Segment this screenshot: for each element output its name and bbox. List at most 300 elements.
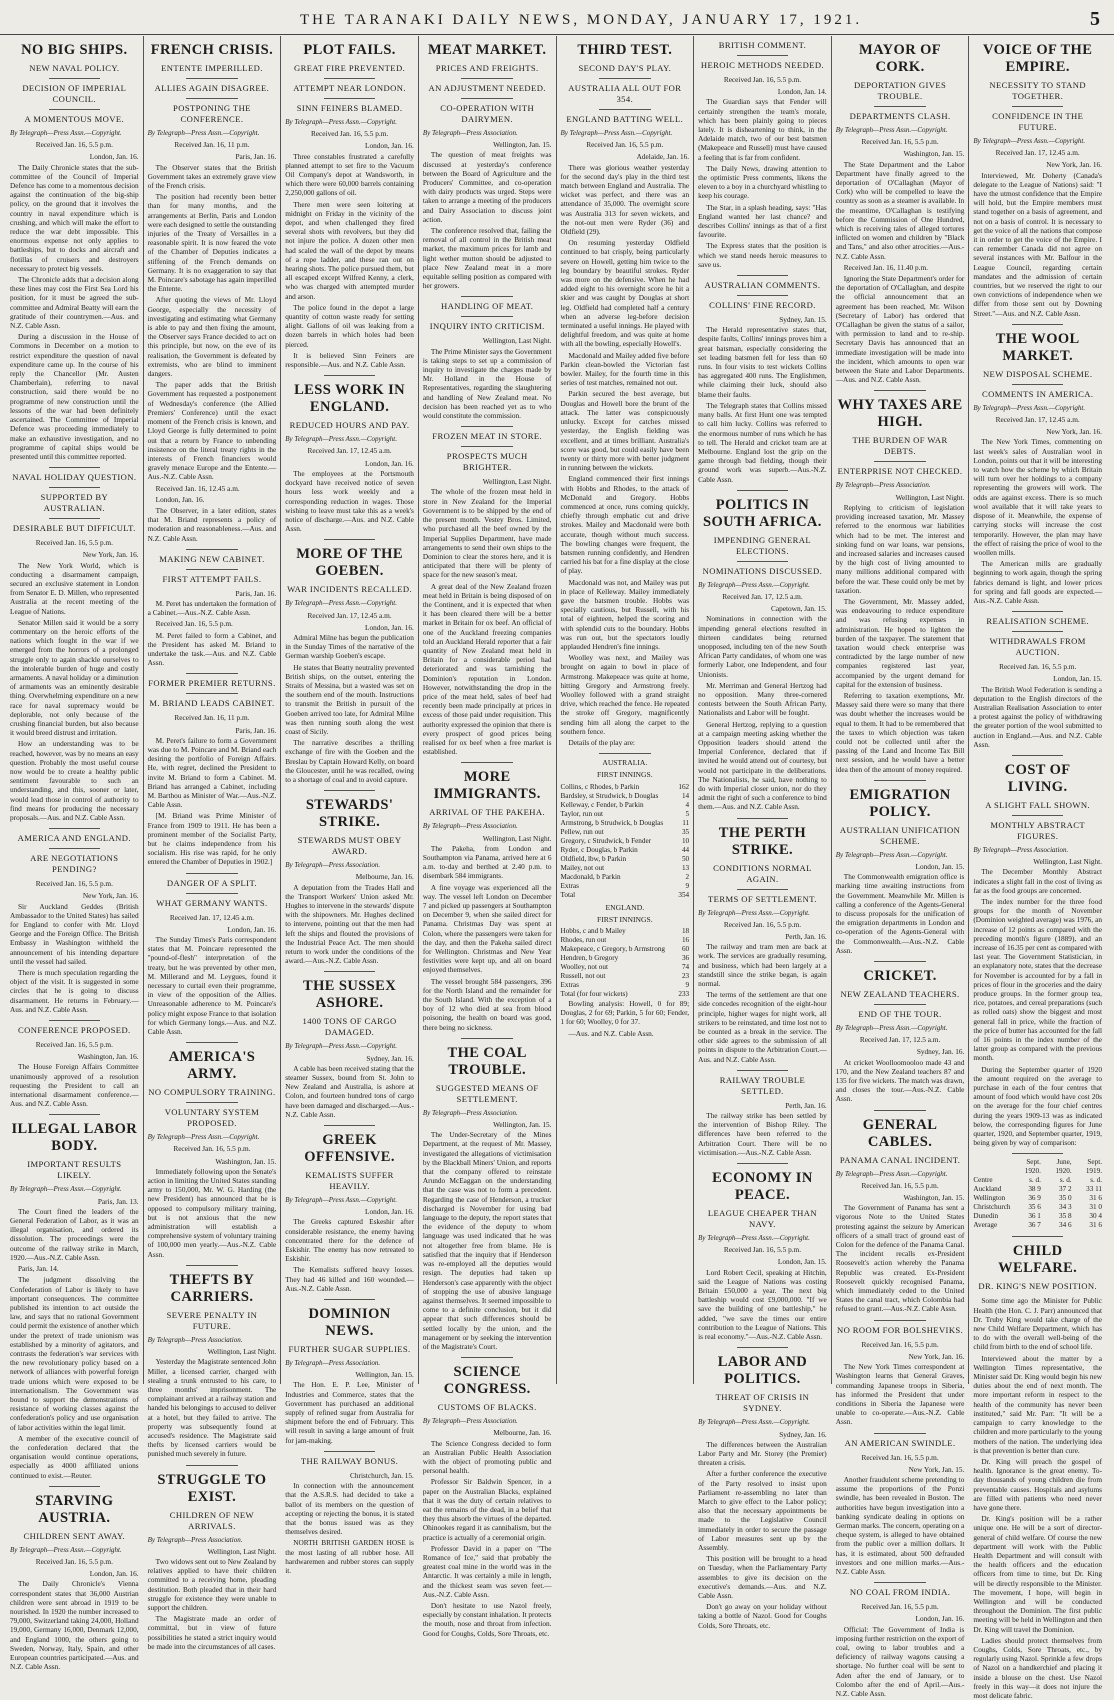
article-subheading: DANGER OF A SPLIT. [166, 877, 257, 888]
article-byline: By Telegraph—Press Association. [973, 845, 1069, 854]
article-paragraph: Paris, Jan. 14. [18, 1264, 59, 1274]
dateline: London, Jan. 15. [777, 1257, 827, 1267]
article-paragraph: Dr. King's position will be a rather unique one. He will be a sort of director-general of child welfare. Of course the new department will work with the Public Health Department and will consult with the health officers and the education officers from time to time, but Dr. King will be directly responsible to the Minister. The movement, I hope, will begin in Wellington and will be conducted throughout the Dominion. The first public meeting will be held in Wellington and then Dr. King will travel the Dominion. [973, 1514, 1102, 1634]
article-subheading: NAVAL HOLIDAY QUESTION. [12, 472, 137, 483]
article-subheading: CHILDREN OF NEW ARRIVALS. [169, 1509, 255, 1531]
scorecard-row [561, 936, 690, 945]
article-subheading: FROZEN MEAT IN STORE. [432, 431, 543, 442]
article-paragraph: Three constables frustrated a carefully planned attempt to set fire to the Vacuum Oil Company's depot at Wandsworth, in which there were 60,000 barrels containing 2,250,000 gallons of oil. [285, 151, 414, 198]
article-headline: NO BIG SHIPS. [21, 42, 128, 58]
article-subheading: ENTENTE IMPERILLED. [161, 63, 263, 73]
article-headline: THE WOOL MARKET. [995, 330, 1080, 364]
article-paragraph: Official: The Government of India is imposing further restriction on the export of coal, owing to labor troubles and a deficiency of railway wagons causing a shortage. No further coal will be sent to Aden after the end of January, or to Colombo after the end of April.—Aus.-N.Z. Cable Assn. [835, 1624, 965, 1698]
article-paragraph: The police found in the depot a large quantity of cotton waste ready for setting alight. Gallons of oil was leaking from a dozen barrels in which holes had been pierced. [285, 302, 414, 349]
article-paragraph: Details of the play are: [568, 738, 635, 747]
article-paragraph: The State Department and the Labor Department have finally agreed to the deportation of O'Callaghan (Mayor of Cork) who will be compelled to leave the country as soon as a steamer is available. In the meantime, O'Callaghan is testifying before the Commission of One Hundred, which is receiving tales of alleged tortures inflicted on women and children by "Black and Tans," and also other atrocities.—Aus.-N.Z. Cable Assn. [835, 159, 965, 261]
article [148, 1272, 277, 1459]
article [836, 397, 965, 773]
scorecard-row [561, 945, 690, 954]
article-byline: By Telegraph—Press Assn.—Copyright. [285, 599, 397, 608]
article-byline: By Telegraph—Press Association. [147, 1535, 243, 1544]
article-subheading: NEW DISPOSAL SCHEME. [982, 368, 1093, 379]
article [836, 787, 965, 955]
article-paragraph: The Greeks captured Eskeshir after considerable resistance, the enemy having concentrated there for the defence of Eskishir. The enemy has now retreated to Eskishir. [285, 1217, 414, 1264]
article-byline: By Telegraph—Press Association. [422, 822, 518, 831]
batsman-name: Total (for four wickets) [560, 990, 628, 999]
cost-row [973, 1194, 1102, 1203]
article-paragraph: The whole of the frozen meat held in store in New Zealand for the Imperial Government is to be shipped by the end of the present month. Vestey Bros. Limited, who purchased all the beef owned by the Imperial Supplies Department, have made arrangements to send their own ships to the Dominion to clear the stores here, and it is anticipated that there will be plenty of space for the new season's meat. [422, 487, 552, 580]
article [285, 382, 414, 533]
page-columns [6, 36, 1106, 1700]
scorecard-table [561, 783, 690, 900]
article-paragraph: Woolley was next, and Mailey was brought on again to bowl in place of Armstrong. Makepeace was quite at home, hitting Gregory and Armstrong freely. Woolley followed with a grand straight drive, which reached the fence. He repeated the stroke off Gregory, magnificently sending him all along the carpet to the southern fence. [560, 653, 690, 736]
article-subheading: MONTHLY ABSTRACT FIGURES. [990, 819, 1086, 841]
article [698, 40, 827, 269]
article-paragraph: The paper adds that the British Government has requested a postponement of Wednesday's conference (the Allied Premiers' Conference) until the exact moment of the French crisis is known, and Lloyd George is fully determined to point out that a return by France to unbending insistence on the literal treaty rights in the interests of French financiers would gravely menace Europe and the Entente.—Aus.-N.Z. Cable Assn. [147, 380, 277, 482]
article-subheading: LEAGUE CHEAPER THAN NAVY. [707, 1208, 817, 1230]
article-subheading: ENGLAND BATTING WELL. [566, 114, 684, 124]
article-separator [186, 1265, 237, 1266]
article-subheading: COLLINS' FINE RECORD. [709, 300, 816, 311]
batsman-name: Extras [560, 881, 579, 890]
article [973, 1243, 1102, 1700]
article-paragraph: —Aus. and N.Z. Cable Assn. [568, 1028, 654, 1038]
divider-rule [599, 78, 650, 79]
received-time: Received Jan. 16, 5.5 p.m. [723, 75, 802, 84]
cost-column-header: Sept. 1919. [1085, 1158, 1102, 1176]
article-subheading: BRITISH COMMENT. [718, 40, 807, 50]
batsman-name: Woolley, not out [560, 963, 608, 972]
received-time: Received Jan. 16, 5.5 p.m. [861, 1602, 939, 1612]
divider-rule [874, 461, 925, 462]
article [10, 42, 139, 461]
article-separator [1012, 755, 1063, 756]
dateline: New York, Jan. 16. [1046, 160, 1102, 170]
dateline: Perth, Jan. 16. [785, 1100, 827, 1110]
article-paragraph: The Government of Panama has sent a vigorous Note to the United States protesting against the seizure by American officers of a small tract of ground east of Colon for the defence of the Panama Canal. The incident recalls ex-President Roosevelt's action whereby the Panama Republic was created. Ex-President Roosevelt quickly recognised Panama, which immediately ceded to the United States the canal tract, which Colombia had refused to grant.—Aus.-N.Z. Cable Assn. [835, 1203, 965, 1314]
centre-name: Average [973, 1221, 998, 1230]
article-byline: By Telegraph—Press Assn.—Copyright. [835, 126, 948, 134]
article-subheading: AUSTRALIAN UNIFICATION SCHEME. [839, 824, 961, 846]
article-paragraph: Bowling analysis: Howell, 0 for 89; Douglas, 2 for 69; Parkin, 5 for 60; Fender, 1 for 60; Woolley, 0 for 37. [560, 999, 690, 1027]
article [148, 1472, 277, 1651]
scorecard-row [561, 810, 690, 819]
article-headline: THE SUSSEX ASHORE. [303, 978, 397, 1012]
article-paragraph: The railway strike has been settled by the intervention of Bishop Riley. The differences have been referred to the Arbitration Court. There will be no victimisation.—Aus.-N.Z. Cable Assn. [698, 1111, 827, 1157]
cost-value: 31 6 [1089, 1221, 1102, 1230]
article-paragraph: The Magistrate made an order of committal, but in view of future possibilities he stated a strict inquiry would be made into the circumstances of all cases. [147, 1614, 277, 1651]
article-subheading: AUSTRALIAN COMMENTS. [704, 280, 821, 291]
article [836, 1117, 965, 1314]
received-time: Received Jan. 16, 5.5 p.m. [35, 879, 113, 889]
batsman-runs: 354 [678, 890, 690, 899]
article-paragraph: The Telegraph states that Collins missed many balls. At first Hunt one was tempted to call him lucky. Collins was referred to the enormous number of runs which he has to tell. The Herald and cricket team are at Melbourne. England lost the grip on the game through bad fielding, though their ground work was superb.—Aus.-N.Z. Cable Assn. [698, 400, 827, 484]
article-byline: By Telegraph—Press Assn.—Copyright. [10, 1545, 122, 1554]
dateline: Sydney, Jan. 16. [916, 1047, 965, 1057]
article-subheading: SECOND DAY'S PLAY. [578, 63, 672, 73]
received-time: Received Jan. 16, 5.5 p.m. [586, 140, 664, 150]
article-separator [49, 1020, 100, 1021]
article-headline: GENERAL CABLES. [862, 1116, 938, 1150]
cost-row [973, 1185, 1102, 1194]
article-paragraph: It is believed Sinn Feiners are responsible.—Aus. and N.Z. Cable Assn. [285, 350, 414, 370]
centre-name: Christchurch [973, 1203, 1011, 1212]
article-subheading: 1400 TONS OF CARGO DAMAGED. [302, 1016, 397, 1038]
cost-value: 38 9 [1028, 1185, 1041, 1194]
article-paragraph: The conference resolved that, failing the removal of all control in the British meat market, the maximum prices for lamb and light wether mutton should be adjusted to place New Zealand meat in a more equitable selling position as compared with her growers. [422, 226, 552, 291]
article-paragraph: Received Jan. 16, 11.40 p.m. [843, 262, 928, 272]
article [285, 1456, 414, 1575]
dateline: Christchurch, Jan. 15. [350, 1470, 414, 1480]
article-paragraph: There was glorious weather yesterday for the second day's play in the third test match between England and Australia. The wicket was perfect, and there was an attendance of 35,000. The overnight score was Australia 313 for seven wickets, and the not-out men were Ryder (36) and Oldfield (29). [560, 162, 690, 237]
article-subheading: SINN FEINERS BLAMED. [296, 103, 403, 113]
article-paragraph: The New York World, which is conducting a disarmament campaign, secured an exclusive statement in London from Senator E. D. Millen, who represented Australia at the recent meeting of the League of Nations. [10, 560, 139, 616]
article-paragraph: Ladies should protect themselves from Coughs, Colds, Sore Throats, etc., by regularly using Nazol. Sprinkle a few drops of Nazol on a handkerchief and placing it inside a blouse on the chest. Use Nazol freely in this way—it does not injure the most delicate fabric. [973, 1635, 1102, 1700]
cost-value: 31 0 [1089, 1203, 1102, 1212]
article-paragraph: Some time ago the Minister for Public Health (the Hon. C. J. Parr) announced that Dr. Truby King would take charge of the new Child Welfare Department, which has to do with the overall well-being of the child from birth to the end of school life. [973, 1296, 1102, 1352]
article-byline: By Telegraph—Press Association. [147, 1335, 243, 1344]
column-8 [969, 36, 1106, 1700]
article-paragraph: Professor Sir Baldwin Spencer, in a paper on the Australian Blacks, explained that it was the duty of certain relatives to eat the remains of the dead, in a belief that they thus absorb the virtues of the departed. Ohinookes regard it as cannibalism, but the practice is actually of a ceremonial origin. [422, 1477, 552, 1542]
article-subheading: THE BURDEN OF WAR DEBTS. [852, 435, 948, 457]
dateline: Wellington, Last Night. [482, 477, 552, 487]
article-paragraph: There is much speculation regarding the object of the visit. It is suggested in some circles that he is going to discuss disarmament. He returns in February.—Aus. and N.Z. Cable Assn. [10, 968, 139, 1014]
article-paragraph: Parkin secured the best average, but Douglas and Howell bore the brunt of the attack. The latter was conspicuously unlucky. Except for catches missed yesterday, the English fielding was excellent, and at times brilliant. Australia's score was good, but could easily have been twenty or thirty more with better judgment in running between the wickets. [560, 389, 690, 473]
article-paragraph: Lord Robert Cecil, speaking at Hitchin, said the League of Nations was costing Britain £50,000 a year. The next big battleship would cost £9,000,000. "If we save the building of one battleship," he added, "we save the times our entire contribution to the League of Nations. This is real economy."—Aus.-N.Z. Cable Assn. [698, 1267, 827, 1342]
batsman-runs: 13 [681, 863, 690, 872]
batsman-name: Extras [560, 981, 579, 990]
received-time: Received Jan. 16, 11 p.m. [174, 713, 250, 723]
article-separator [49, 828, 100, 829]
received-time: Received Jan. 16, 5.5 p.m. [35, 1040, 113, 1050]
scorecard-row [561, 972, 690, 981]
scorecard-subtitle: FIRST INNINGS. [597, 914, 653, 924]
scorecard-row [561, 927, 690, 936]
article [836, 1438, 965, 1577]
article-separator [324, 1299, 375, 1300]
article-paragraph: Don't hesitate to use Nazol freely, especially by constant inhalation. It protects the mouth, nose and throat from infection. Good for Coughs, Colds, Sore Throats, etc. [422, 1600, 552, 1638]
received-time: Received Jan. 16, 5.5 p.m. [310, 129, 389, 139]
article-paragraph: Macdonald was not, and Mailey was put in place of Kelleway. Mailey immediately gave the batsmen trouble. Hobbs was specially cautious, but Russell, with his total of eighteen, helped the scoring and with splendid cuts to the boundary. Hobbs was run out, but the spectators loudly applauded Hendren's fine innings. [560, 577, 690, 651]
divider-rule [49, 848, 100, 849]
article-separator [49, 467, 100, 468]
article-headline: AMERICA'S ARMY. [168, 1049, 256, 1083]
article-paragraph: The Court fined the leaders of the General Federation of Labor, as it was an illegal organisation, and ordered its dissolution. The proceedings were the outcome of the railway strike in March, 1920.—Aus.-N.Z. Cable Assn. [10, 1206, 139, 1262]
scorecard-row [561, 837, 690, 846]
article [973, 42, 1102, 318]
article-paragraph: Dr. King will preach the gospel of health. Ignorance is the great enemy. To-day thousands of young children die from preventable causes. Hospitals and asylums are filled with patients who need never have gone there. [973, 1456, 1102, 1512]
article-paragraph: How an understanding was to be reached, however, was by no means an easy question. Probably the most useful course now would be to create a healthy public sentiment favourable to such an understanding, and this, sooner or later, would lead those in control of authority to find means for producing the necessary proposals.—Aus. and N.Z. Cable Assn. [10, 739, 139, 822]
received-time: Received Jan. 16, 5.5 p.m. [861, 1339, 939, 1349]
batsman-name: Macdonald, b Parkin [560, 872, 621, 881]
received-time: Received Jan. 16, 5.5 p.m. [861, 137, 939, 147]
article-paragraph: The Daily News, drawing attention to the optimistic Press comments, likens the eleven to a boy in a churchyard whistling to keep his courage. [698, 163, 827, 201]
article-separator [1012, 611, 1063, 612]
dateline: New York, Jan. 16. [82, 891, 139, 901]
article-paragraph: The Under-Secretary of the Mines Department, at the request of Mr. Massey, investigated the allegations of victimisation by the Blackball Miners' Union, and reports that the company offered to reinstate Arundo McEaggan on the understanding that the case was not to form a precedent. Regarding the case of Henderson, a trucker discharged is November for using bad language to the deputy, the report states that the evidence of the deputy to whom language was used indicated that he was not altogether free from blame. He is satisfied that the inquiry that if Henderson was re-employed all the deputies would resign. The deputies had taken up Henderson's case apparently with the object of stopping the use of abusive language against themselves. It seemed impossible to come to a definite conclusion, but it did appear that such differences should be settled locally by the union, and the management or by seeking the intervention of the Magistrate's Court. [422, 1130, 552, 1351]
article-subheading: AMERICA AND ENGLAND. [17, 833, 131, 844]
cost-value: s. d. [1029, 1176, 1041, 1185]
article-headline: THEFTS BY CARRIERS. [169, 1271, 255, 1305]
article-subheading: NO COAL FROM INDIA. [849, 1587, 951, 1598]
dateline: Sydney, Jan. 15. [779, 315, 827, 325]
article [698, 1170, 827, 1341]
article-headline: DOMINION NEWS. [308, 1306, 391, 1340]
article-paragraph: After quoting the views of Mr. Lloyd George, especially the necessity of investigating and estimating what Germany is able to pay and then fixing the amount, the Observer says France decided to act on this principle, but now, on the eve of its realisation, the Government is defeated by extremists, who are blind to imminent dangers. [147, 295, 277, 379]
article-separator [186, 549, 237, 550]
article-separator [874, 390, 925, 391]
centre-name: Centre [973, 1176, 993, 1185]
cost-column-header [973, 1158, 1010, 1176]
article-headline: CHILD WELFARE. [998, 1243, 1078, 1277]
batsman-runs: 18 [681, 927, 690, 936]
article-paragraph: The Pakeha, from London and Southampton via Panama, arrived here at 6 a.m. to-day and berthed at 2.40 p.m. to disembark 584 immigrants. [422, 843, 552, 881]
batsman-runs: 44 [681, 845, 690, 854]
article [285, 1306, 414, 1445]
article-subheading: WITHDRAWALS FROM AUCTION. [989, 636, 1086, 658]
article-byline: By Telegraph—Press Association. [422, 129, 518, 137]
scorecard-title: ENGLAND. [605, 902, 645, 912]
batsman-name: Bardsley, st Strudwick, b Douglas [560, 791, 659, 800]
article-headline: STARVING AUSTRIA. [35, 1492, 114, 1526]
article-paragraph: [M. Briand was Prime Minister of France from 1909 to 1911. He has been a prominent member of the Socialist Party, but he claims independence from his socialism. His rise was rapid, for he only entered the Chamber of Deputies in 1902.] [147, 811, 277, 867]
article-subheading: ARE NEGOTIATIONS PENDING? [30, 853, 119, 875]
article-separator [737, 1347, 788, 1348]
dateline: Wellington, Jan. 15. [493, 1120, 552, 1130]
article-byline: By Telegraph—Press Assn.—Copyright. [285, 1196, 397, 1205]
dateline: New York, Jan. 16. [82, 550, 139, 560]
article [285, 1132, 414, 1293]
batsman-name: Makepeace, c Gregory, b Armstrong [560, 945, 666, 954]
page-number: 5 [1090, 8, 1100, 30]
received-time: Received Jan. 17, 12.45 a.m. [307, 446, 392, 456]
batsman-runs: 14 [681, 791, 690, 800]
cost-value: 36 1 [1028, 1212, 1041, 1221]
article-subheading: M. BRIAND LEADS CABINET. [149, 698, 275, 709]
received-time: Received Jan. 16, 5.5 p.m. [35, 140, 113, 150]
article-subheading: WHAT GERMANY WANTS. [156, 897, 268, 908]
article [561, 42, 690, 747]
divider-rule [186, 1102, 237, 1103]
article-separator [461, 762, 512, 763]
article-headline: THIRD TEST. [577, 42, 673, 58]
article-paragraph: The Herald representative states that, despite faults, Collins' innings proves him a great batsman, especially considering the set leading batsmen fell for less than 60 runs. In four visits to test wickets Collins has aggregated 400 runs. The Englishmen, while claiming their luck, should also blame their faults. [698, 325, 827, 399]
article-paragraph: M. Peret failed to form a Cabinet, and the President has asked M. Briand to undertake the task.—Aus. and N.Z. Cable Assn. [147, 630, 277, 668]
article-paragraph: The index number for the three food groups for the month of November (Dominion weighted average) was 1976, an increase of 12 points as compared with the preceding month's figure (1889), and an increase of 16.35 per cent as compared with last year. The Government Statistician, in an explanatory note, states that the decrease for November is accounted for by a fall in prices of flour in the groceries and the dairy produce groups. In the former group tea, rice, potatoes, and cereal preparations (such as rolled oats) show the biggest and most general fall in price, while the fraction of the price of butter has accounted for the fall of 16 points in the index number of the latter group as compared with the previous month. [973, 896, 1102, 1063]
article-separator [324, 1125, 375, 1126]
dateline: Capetown, Jan. 15. [771, 604, 827, 614]
cost-value: 34 6 [1059, 1221, 1072, 1230]
article-subheading: THE RAILWAY BONUS. [300, 1455, 399, 1466]
article [836, 1587, 965, 1698]
article-byline: By Telegraph—Press Assn.—Copyright. [973, 403, 1086, 412]
cost-value: s. d. [1090, 1176, 1102, 1185]
received-time: Received Jan. 16, 5.5 p.m. [861, 1180, 939, 1190]
dateline: Melbourne, Jan. 16. [355, 872, 414, 882]
article-byline: By Telegraph—Press Assn.—Copyright. [698, 1418, 810, 1427]
dateline: London, Jan. 15. [915, 861, 965, 871]
dateline: London, Jan. 16. [365, 458, 414, 468]
article [423, 769, 552, 1031]
article-paragraph: He states that Beatty neutrality prevented British ships, on the outset, entering the Straits of Messina, but a wasted was set on the southern end of the mouth. Instructions to transmit the British in pursuit of the Goeben arrived too late, for Admiral Milne was then running south along the west coast of Sicily. [285, 662, 414, 736]
batsman-runs: 74 [681, 963, 690, 972]
batsman-runs: 4 [685, 800, 690, 809]
article-subheading: THREAT OF CRISIS IN SYDNEY. [715, 1392, 810, 1414]
column-3 [281, 36, 419, 1575]
article-subheading: IMPENDING GENERAL ELECTIONS. [713, 534, 812, 556]
article-headline: EMIGRATION POLICY. [849, 786, 951, 820]
article-headline: LABOR AND POLITICS. [717, 1354, 808, 1388]
scorecard-row [561, 801, 690, 810]
dateline: London, Jan. 16. [89, 1569, 139, 1579]
divider-rule [186, 569, 237, 570]
dateline: Wellington, Jan. 15. [355, 1370, 414, 1380]
article-paragraph: Admiral Milne has begun the publication in the Sunday Times of the narrative of the German warship Goeben's escape. [285, 632, 414, 661]
article [423, 431, 552, 756]
article-subheading: COMMENTS IN AMERICA. [982, 388, 1094, 399]
article-paragraph: Senator Millen said it would be a sorry commentary on the heroic efforts of the nations which fought in the war if we emerged from the horrors of a prolonged struggle only to again shackle ourselves to the intolerable burden of huge and costly armaments. A naval holiday or a diminution of armaments was an eminently desirable thing. Overwhelming expenditure on a new race for naval supremacy would be deplorable, not only because of the crushing financial burden, but also because it would breed distrust and irritation. [10, 617, 139, 738]
article-subheading: CUSTOMS OF BLACKS. [437, 1402, 537, 1413]
article-subheading: ALLIES AGAIN DISAGREE. [154, 83, 270, 93]
article-headline: MEAT MARKET. [427, 42, 547, 58]
article-subheading: PRICES AND FREIGHTS. [435, 63, 539, 73]
article [698, 497, 827, 812]
article-paragraph: Referring to taxation exemptions, Mr. Massey said there were so many that there was doubt whether the increases would be equal to them. It had to be remembered that the taxes to which objection was taken could not be collected until after the passing of the Land and Income Tax Bill next session, and he would have a better idea then of the amount of money required. [835, 690, 965, 774]
article-subheading: MAKING NEW CABINET. [159, 553, 265, 564]
article-headline: PLOT FAILS. [303, 42, 396, 58]
article-separator [737, 1163, 788, 1164]
article-subheading: DEPARTMENTS CLASH. [849, 111, 951, 121]
article [10, 472, 139, 822]
scorecard-row [561, 981, 690, 990]
article [561, 758, 690, 1038]
article-subheading: IMPORTANT RESULTS LIKELY. [27, 1159, 122, 1181]
article [285, 797, 414, 965]
article-headline: ILLEGAL LABOR BODY. [11, 1121, 138, 1155]
article-paragraph: The narrative describes a thrilling exchange of fire with the Goeben and the Breslau by Captain Howard Kelly, on board the Gloucester, until he was recalled, owing to a shortage of coal and to avoid capture. [285, 738, 414, 784]
received-time: Received Jan. 16, 5.5 p.m. [35, 538, 113, 548]
dateline: Wellington, Last Night. [1033, 857, 1102, 867]
received-time: Received Jan. 16, 5.5 p.m. [723, 919, 802, 929]
article-subheading: CONFIDENCE IN THE FUTURE. [992, 111, 1084, 132]
received-time: Received Jan. 17, 12.45 a.m. [995, 415, 1080, 425]
article-subheading: WAR INCIDENTS RECALLED. [287, 584, 413, 595]
divider-rule [1012, 384, 1063, 385]
article-paragraph: The Kemalists suffered heavy losses. They had 46 killed and 160 wounded.—Aus.-N.Z. Cable Assn. [285, 1265, 414, 1293]
article-paragraph: Macdonald and Mailey added five before Parkin clean-bowled the Victorian fast bowler. Mailey, for the fourth time in this series of test matches, remained not out. [560, 350, 690, 388]
batsman-name: Hobbs, c and b Mailey [560, 927, 626, 936]
article-separator [461, 296, 512, 297]
article-byline: By Telegraph—Press Assn.—Copyright. [698, 1234, 810, 1243]
article-paragraph: The Science Congress decided to form an Australian Public Health Association with the object of promoting public and personal health. [422, 1438, 552, 1476]
article-paragraph: The British Wool Federation is sending a deputation to the English directors of the Australian Realisation Association to enter a protest against the policy of withdrawing the greater portion of the wool submitted to auction in England.—Aus. and N.Z. Cable Assn. [973, 684, 1102, 749]
article-paragraph: A cable has been received stating that the steamer Sussex, bound from St. John to New Zealand and Australia, is ashore at Colon, and fourteen hundred tons of cargo have been damaged and discharged.—Aus.-N.Z. Cable Assn. [285, 1063, 414, 1119]
article-headline: COST OF LIVING. [1004, 761, 1071, 795]
article-subheading: CONFERENCE PROPOSED. [18, 1025, 131, 1036]
batsman-runs: 35 [681, 827, 690, 836]
article-subheading: NEW ZEALAND TEACHERS. [840, 989, 960, 1000]
received-time: Received Jan. 16, 11 p.m. [174, 140, 250, 150]
article-paragraph: There men were seen loitering at midnight on Friday in the vicinity of the depot, and when challenged they fired several shots with revolvers, but they did not injure the police. A dozen other men had scaled the wall of the depot by means of a rope ladder, and these ran out on hearing shots. The police pursued them, but all escaped except Wilfred Kenny, a clerk, who was charged with attempted murder and arson. [285, 199, 414, 301]
article-paragraph: The Observer states that the British Government takes an extremely grave view of the French crisis. [147, 162, 277, 191]
article-headline: ECONOMY IN PEACE. [712, 1170, 813, 1204]
divider-rule [461, 316, 512, 317]
article-headline: MAYOR OF CORK. [859, 42, 942, 75]
article-separator [324, 790, 375, 791]
article [836, 1325, 965, 1427]
article-subheading: FURTHER SUGAR SUPPLIES. [288, 1344, 411, 1355]
article-separator [874, 1433, 925, 1434]
received-time: Received Jan. 17, 12.45 a.m. [169, 912, 254, 922]
article-subheading: DEPORTATION GIVES TROUBLE. [853, 80, 947, 101]
article-byline: By Telegraph—Press Assn.—Copyright. [698, 908, 810, 917]
dateline: Wellington, Last Night. [482, 833, 552, 843]
cost-row [973, 1176, 1102, 1185]
article-subheading: SUPPORTED BY AUSTRALIAN. [40, 492, 109, 514]
dateline: Wellington, Last Night. [207, 1347, 277, 1357]
article-paragraph: The Government, Mr. Massey added, was endeavouring to reduce expenditure and was refusing expenses in administration. He hoped to lighten the burden of the taxpayer. The statement that taxation would check enterprise was contradicted by the large number of new companies registered last year, accompanied by the urgent demand for capital for the extension of business. [835, 596, 965, 689]
article-paragraph: The question of meat freights was discussed at yesterday's conference between the Board of Agriculture and the Producers' Committee, and co-operation with dairy products was urged. Steps were taken to arrange a meeting of the producers and Dairy Association to discuss joint action. [422, 150, 552, 224]
batsman-name: Mailey, not out [560, 863, 605, 872]
dateline: Wellington, Last Night. [895, 492, 965, 502]
article-byline: By Telegraph—Press Assn.—Copyright. [973, 137, 1086, 145]
dateline: Sydney, Jan. 16. [779, 1429, 827, 1439]
article-subheading: NECESSITY TO STAND TOGETHER. [989, 80, 1086, 101]
article [973, 616, 1102, 749]
article-separator [186, 673, 237, 674]
batsman-name: Collins, c Rhodes, b Parkin [560, 782, 640, 791]
divider-rule [49, 109, 100, 110]
article-byline: By Telegraph—Press Association. [835, 481, 931, 490]
article-subheading: NOMINATIONS DISCUSSED. [702, 565, 823, 576]
dateline: Sydney, Jan. 16. [366, 1053, 414, 1063]
article-paragraph: A fine voyage was experienced all the way. The vessel left London on December 7 and picked up passengers at Southampton on December 9, when she sailed direct for Panama. Christmas Day was spent at Colon, where the passengers were taken for the day, and then the Pakeha sailed direct for Wellington. Christmas and New Year festivities were kept up, and all on board enjoyed themselves. [422, 882, 552, 975]
article-byline: By Telegraph—Press Assn.—Copyright. [147, 129, 260, 137]
article-separator [324, 971, 375, 972]
article [836, 42, 965, 384]
article-subheading: ARRIVAL OF THE PAKEHA. [429, 807, 546, 818]
dateline: Washington, Jan. 16. [77, 1052, 139, 1062]
article [10, 1121, 139, 1479]
article [423, 42, 552, 290]
scorecard-row [561, 828, 690, 837]
article-paragraph: The Prime Minister says the Government is taking steps to set up a commission of inquiry to investigate the charges made by Mr. Holland in the House of Representatives, regarding the slaughtering and handling of New Zealand meat. No decision has been reached yet as to who would constitute the commission. [422, 346, 552, 421]
divider-rule [324, 78, 375, 79]
batsman-name: Armstrong, b Strudwick, b Douglas [560, 818, 664, 827]
batsman-runs: 60 [681, 945, 690, 954]
article-paragraph: The vessel brought 584 passengers, 396 for the North Island and the remainder for the South Island. With the exception of a boy of 12 who died at sea from blood poisoning, the health on board was good, there being no sickness. [422, 976, 552, 1032]
article-subheading: AUSTRALIA ALL OUT FOR 354. [568, 83, 682, 104]
article [423, 1045, 552, 1351]
divider-rule [874, 106, 925, 107]
divider-rule [324, 98, 375, 99]
article-paragraph: London, Jan. 16. [155, 494, 205, 504]
article-separator [186, 1465, 237, 1466]
divider-rule [186, 693, 237, 694]
article-byline: By Telegraph—Press Assn.—Copyright. [285, 118, 397, 126]
dateline: Melbourne, Jan. 16. [493, 1428, 552, 1438]
article-separator [461, 1357, 512, 1358]
article [285, 978, 414, 1119]
dateline: London, Jan. 16. [365, 622, 414, 632]
cost-value: 31 6 [1089, 1194, 1102, 1203]
batsman-runs: 11 [682, 818, 690, 827]
column-4 [419, 36, 557, 1638]
article-subheading: NEW NAVAL POLICY. [29, 63, 120, 73]
received-time: Received Jan. 16, 5.5 p.m. [723, 1245, 802, 1255]
article-paragraph: The Commonwealth emigration office is marking time awaiting instructions from the Government. Meanwhile Mr. Millen is calling a conference of the Agents-General to discuss proposals for the unification of the emigration departments in London and co-operation of the Agents-General with the Commonwealth.—Aus.-N.Z. Cable Assn. [835, 872, 965, 955]
article [698, 280, 827, 484]
